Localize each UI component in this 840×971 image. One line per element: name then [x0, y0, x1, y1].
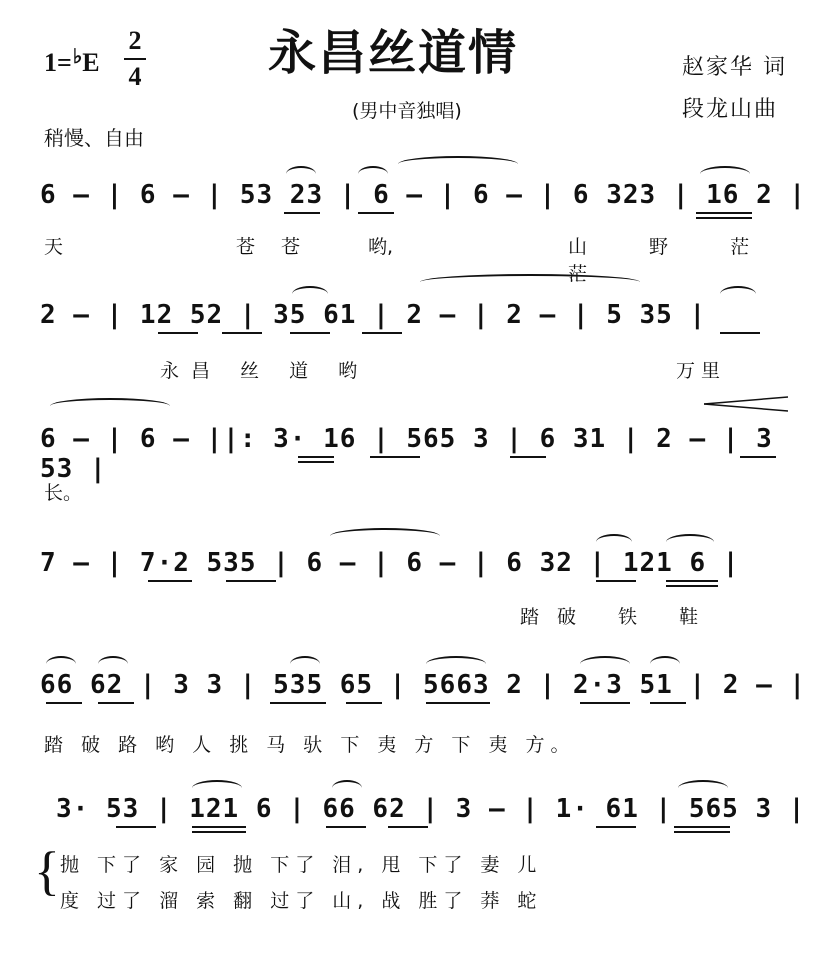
underline: [696, 217, 752, 219]
underline: [596, 580, 636, 582]
time-bottom: 4: [128, 62, 142, 91]
underline: [192, 826, 246, 828]
underline: [346, 702, 382, 704]
underline: [362, 332, 402, 334]
lyric-line-verse-2: 度 过了 溜 索 翻 过了 山, 战 胜了 莽 蛇: [60, 890, 543, 912]
underline: [284, 212, 320, 214]
page-title: 永昌丝道情: [268, 25, 519, 81]
underline: [674, 826, 730, 828]
slur: [46, 656, 76, 672]
underline: [326, 826, 366, 828]
slur: [650, 656, 680, 672]
subtitle: (男中音独唱): [352, 100, 462, 122]
slur: [286, 166, 316, 182]
score-system-4: [40, 548, 810, 608]
underline: [388, 826, 428, 828]
score-system-6: [56, 794, 826, 854]
notation-line: 7 – | 7·2 535 | 6 – | 6 – | 6 32 | 121 6 |: [40, 548, 740, 578]
notation-line: 66 62 | 3 3 | 535 65 | 5663 2 | 2·3 51 | 2 – |: [40, 670, 807, 700]
underline: [740, 456, 776, 458]
composer-credit: 段龙山曲: [682, 97, 779, 122]
slur: [420, 274, 640, 290]
underline: [720, 332, 760, 334]
notation-line: 3· 53 | 121 6 | 66 62 | 3 – | 1· 61 | 565 3 |: [56, 794, 806, 824]
key-signature: [44, 44, 100, 78]
slur: [678, 780, 728, 796]
underline: [696, 212, 752, 214]
slur: [292, 286, 328, 302]
underline: [358, 212, 394, 214]
lyric-line: 长。: [44, 482, 83, 504]
lyric-line: 哟,: [368, 236, 394, 258]
lyric-line: 踏破 铁 鞋: [520, 606, 717, 628]
lyric-line: 苍 苍: [236, 236, 311, 258]
slur: [580, 656, 630, 672]
underline: [158, 332, 198, 334]
crescendo-mark: [704, 396, 788, 412]
score-system-3: [40, 424, 810, 484]
underline: [666, 580, 718, 582]
slur: [666, 534, 714, 550]
underline: [596, 826, 636, 828]
slur: [332, 780, 362, 796]
tempo-marking: 稍慢、自由: [44, 126, 144, 150]
time-top: 2: [128, 26, 142, 55]
underline: [46, 702, 82, 704]
slur: [700, 166, 750, 182]
notation-line: 2 – | 12 52 | 35 61 | 2 – | 2 – | 5 35 |: [40, 300, 707, 330]
flat-symbol: ♭: [72, 46, 83, 68]
slur: [398, 156, 518, 172]
slur: [192, 780, 242, 796]
underline: [148, 580, 192, 582]
underline: [192, 831, 246, 833]
lyric-line-verse-1: 抛 下了 家 园 抛 下了 泪, 甩 下了 妻 儿: [60, 854, 543, 876]
underline: [98, 702, 134, 704]
underline: [290, 332, 330, 334]
key-note: E: [82, 48, 100, 77]
underline: [270, 702, 326, 704]
time-signature: [124, 26, 146, 92]
notation-line: 6 – | 6 – | 53 23 | 6 – | 6 – | 6 323 | 16 2 |: [40, 180, 807, 210]
slur: [358, 166, 388, 182]
underline: [298, 456, 334, 458]
score-system-5: [40, 670, 810, 730]
lyric-line: 山 野 茫 茫: [568, 236, 778, 285]
lyric-line: 永昌 丝 道 哟: [160, 360, 370, 382]
score-system-1: [40, 180, 810, 240]
notation-line: 6 – | 6 – ||: 3· 16 | 565 3 | 6 31 | 2 – | 3 53 |: [40, 424, 773, 484]
slur: [426, 656, 486, 672]
underline: [298, 461, 334, 463]
slur: [50, 398, 170, 414]
underline: [222, 332, 262, 334]
slur: [98, 656, 128, 672]
slur: [330, 528, 440, 544]
underline: [370, 456, 420, 458]
lyric-line: 踏 破 路 哟 人 挑 马 驮 下 夷 方 下 夷 方。: [44, 734, 576, 756]
lyric-line: 天: [44, 236, 64, 258]
key-label: 1=: [44, 48, 72, 77]
underline: [116, 826, 156, 828]
underline: [674, 831, 730, 833]
underline: [650, 702, 686, 704]
underline: [666, 585, 718, 587]
underline: [580, 702, 630, 704]
slur: [596, 534, 632, 550]
lyricist-credit: 赵家华 词: [682, 55, 787, 80]
underline: [426, 702, 490, 704]
score-system-2: [40, 300, 810, 360]
slur: [290, 656, 320, 672]
underline: [226, 580, 276, 582]
lyric-line: 万 里: [676, 360, 721, 382]
underline: [510, 456, 546, 458]
lyric-brace: {: [34, 841, 60, 901]
time-bar: [124, 58, 146, 60]
slur: [720, 286, 756, 302]
